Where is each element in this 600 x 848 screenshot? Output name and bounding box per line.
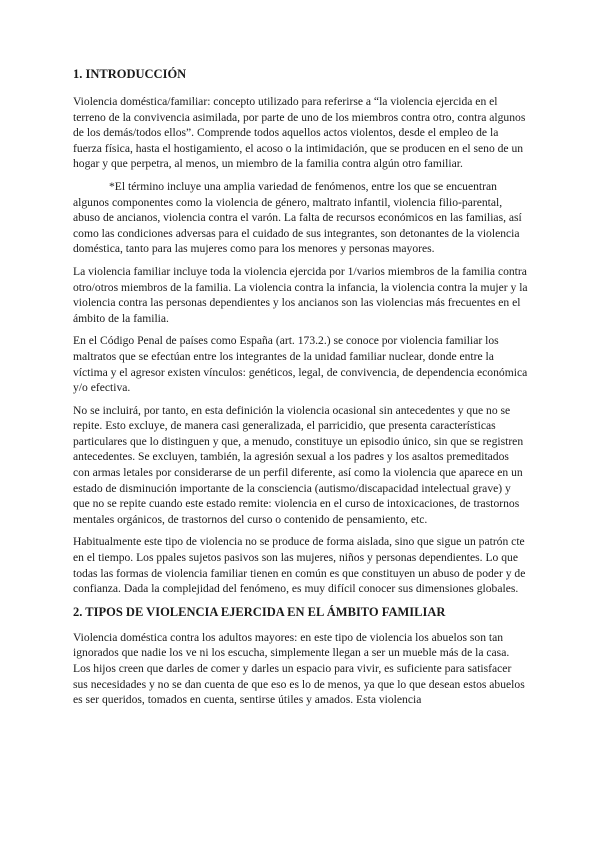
paragraph-exclusions: No se incluirá, por tanto, en esta definición la violencia ocasional sin antecedentes y que no se repite. Esto excluye, de manera casi generalizada, el parricidio, que presenta características particulares que lo distinguen y que, a menudo, constituye un episodio único, sin que se registren antecedentes. Se excluyen, también, la agresión sexual a los padres y los asaltos premeditados con armas letales por considerarse de un perfil diferente, así como la violencia que aparece en un estado de disminución importante de la consciencia (autismo/discapacidad intelectual grave) y que no se repite cuando este estado remite: violencia en el curso de intoxicaciones, de trastornos mentales orgánicos, de trastornos del curso o contenido de pensamiento, etc.	[73, 403, 524, 526]
paragraph-elder-violence: Violencia doméstica contra los adultos mayores: en este tipo de violencia los abuelos son tan ignorados que nadie los ve ni los escucha, simplemente llegan a ser un mueble más de la casa. Los hijos creen que darles de comer y darles un espacio para vivir, es suficiente para satisfacer sus necesidades y no se dan cuenta de que eso es lo de menos, ya que lo que desean estos abuelos es ser queridos, tomados en cuenta, sentirse útiles y amados. Esta violencia	[73, 630, 525, 707]
section-heading-introduccion: 1. INTRODUCCIÓN	[73, 67, 187, 81]
section-heading-tipos: 2. TIPOS DE VIOLENCIA EJERCIDA EN EL ÁMBITO FAMILIAR	[73, 604, 446, 619]
paragraph-definition: Violencia doméstica/familiar: concepto utilizado para referirse a “la violencia ejercida en el terreno de la convivencia asimilada, por parte de uno de los miembros contra otro, contra algunos de los demás/todos ellos”. Comprende todos aquellos actos violentos, desde el empleo de la fuerza física, hasta el hostigamiento, el acoso o la intimidación, que se producen en el seno de un hogar y que perpetra, al menos, un miembro de la familia contra algún otro familiar.	[73, 95, 526, 171]
paragraph-family-violence: La violencia familiar incluye toda la violencia ejercida por 1/varios miembros de la familia contra otro/otros miembros de la familia. La violencia contra la infancia, la violencia contra la mujer y la violencia contra las personas dependientes y los ancianos son las violencias más frecuentes en el ámbito de la familia.	[73, 264, 528, 325]
paragraph-term-scope: *El término incluye una amplia variedad de fenómenos, entre los que se encuentran algunos componentes como la violencia de género, maltrato infantil, violencia filio-parental, abuso de ancianos, violencia contra el varón. La falta de recursos económicos en las familias, así como las condiciones adversas para el cuidado de sus integrantes, son detonantes de la violencia doméstica, tanto para las mujeres como para los menores y personas mayores.	[73, 179, 522, 256]
paragraph-pattern: Habitualmente este tipo de violencia no se produce de forma aislada, sino que sigue un patrón cte en el tiempo. Los ppales sujetos pasivos son las mujeres, niños y personas dependientes. Lo que todas las formas de violencia familiar tienen en común es que constituyen un abuso de poder y de confianza. Dada la complejidad del fenómeno, es muy difícil conocer sus dimensiones globales.	[73, 535, 526, 596]
paragraph-penal-code: En el Código Penal de países como España (art. 173.2.) se conoce por violencia familiar los maltratos que se efectúan entre los integrantes de la unidad familiar nuclear, donde entre la víctima y el agresor existen vínculos: genéticos, legal, de convivencia, de dependencia económica y/o efectiva.	[73, 334, 528, 395]
